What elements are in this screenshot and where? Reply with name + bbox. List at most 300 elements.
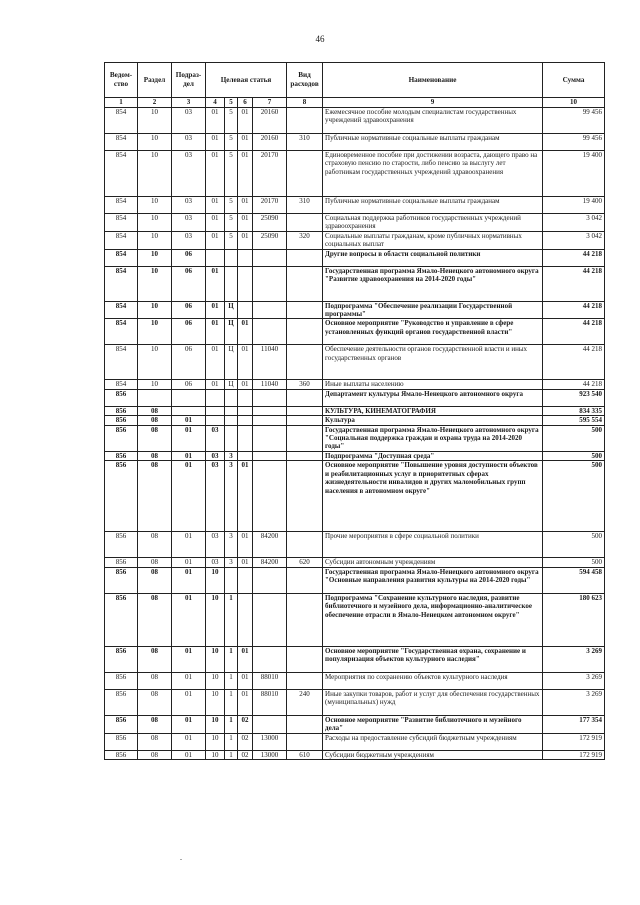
- table-row: [105, 715, 605, 733]
- vedomstvo-cell: 856: [105, 389, 138, 406]
- column-number: 9: [323, 98, 543, 108]
- sum-cell: 44 218: [543, 266, 605, 301]
- program-cell: 10: [206, 733, 225, 750]
- vedomstvo-cell: 856: [105, 689, 138, 715]
- expense-type-cell: 310: [287, 134, 323, 151]
- podrazdel-cell: 01: [172, 672, 206, 689]
- vedomstvo-cell: 854: [105, 266, 138, 301]
- program-cell: [206, 389, 225, 406]
- header-sum: Сумма: [543, 63, 605, 98]
- expense-type-cell: 620: [287, 558, 323, 567]
- vedomstvo-cell: 854: [105, 214, 138, 232]
- razdel-cell: 08: [138, 593, 172, 646]
- razdel-cell: 10: [138, 249, 172, 266]
- vedomstvo-cell: 854: [105, 134, 138, 151]
- sum-cell: 44 218: [543, 319, 605, 345]
- subprogram-cell: [225, 249, 238, 266]
- podrazdel-cell: [172, 389, 206, 406]
- razdel-cell: 10: [138, 231, 172, 249]
- subprogram-cell: 1: [225, 593, 238, 646]
- table-row: [105, 416, 605, 425]
- podrazdel-cell: 01: [172, 715, 206, 733]
- program-cell: 10: [206, 593, 225, 646]
- podrazdel-cell: 03: [172, 108, 206, 134]
- sum-cell: 19 400: [543, 197, 605, 214]
- column-number: 6: [238, 98, 253, 108]
- expense-type-cell: 610: [287, 750, 323, 759]
- subprogram-cell: 5: [225, 108, 238, 134]
- program-cell: 03: [206, 461, 225, 532]
- table-row: [105, 567, 605, 593]
- name-cell: Основное мероприятие "Развитие библиотечного и музейного дела": [323, 715, 543, 733]
- expense-type-cell: [287, 672, 323, 689]
- podrazdel-cell: 01: [172, 593, 206, 646]
- name-cell: Департамент культуры Ямало-Ненецкого автономного округа: [323, 389, 543, 406]
- razdel-cell: 08: [138, 646, 172, 672]
- vedomstvo-cell: 856: [105, 646, 138, 672]
- vedomstvo-cell: 856: [105, 567, 138, 593]
- name-cell: Государственная программа Ямало-Ненецкого автономного округа "Основные направления развития культуры на 2014-2020 годы": [323, 567, 543, 593]
- column-number: 8: [287, 98, 323, 108]
- razdel-cell: 08: [138, 689, 172, 715]
- vedomstvo-cell: 856: [105, 715, 138, 733]
- table-row: [105, 380, 605, 389]
- sum-cell: 44 218: [543, 345, 605, 380]
- expense-type-cell: [287, 151, 323, 197]
- direction-cell: 20160: [253, 134, 287, 151]
- razdel-cell: 08: [138, 425, 172, 451]
- table-row: [105, 672, 605, 689]
- budget-table: [104, 62, 605, 760]
- name-cell: Публичные нормативные социальные выплаты гражданам: [323, 134, 543, 151]
- event-cell: 01: [238, 134, 253, 151]
- expense-type-cell: [287, 416, 323, 425]
- column-number: 2: [138, 98, 172, 108]
- expense-type-cell: [287, 733, 323, 750]
- podrazdel-cell: 06: [172, 266, 206, 301]
- event-cell: [238, 451, 253, 460]
- name-cell: Государственная программа Ямало-Ненецкого автономного округа "Социальная поддержка граждан и охрана труда на 2014-2020 годы": [323, 425, 543, 451]
- event-cell: 02: [238, 733, 253, 750]
- sum-cell: 3 269: [543, 646, 605, 672]
- event-cell: 01: [238, 231, 253, 249]
- header-expense-type: Вид расходов: [287, 63, 323, 98]
- podrazdel-cell: 01: [172, 689, 206, 715]
- subprogram-cell: 5: [225, 197, 238, 214]
- table-row: [105, 451, 605, 460]
- table-row: [105, 249, 605, 266]
- podrazdel-cell: 06: [172, 380, 206, 389]
- subprogram-cell: 3: [225, 461, 238, 532]
- razdel-cell: 10: [138, 266, 172, 301]
- expense-type-cell: 310: [287, 197, 323, 214]
- name-cell: Подпрограмма "Доступная среда": [323, 451, 543, 460]
- sum-cell: 500: [543, 461, 605, 532]
- program-cell: [206, 416, 225, 425]
- expense-type-cell: [287, 301, 323, 319]
- expense-type-cell: [287, 532, 323, 558]
- vedomstvo-cell: 856: [105, 416, 138, 425]
- event-cell: 01: [238, 380, 253, 389]
- event-cell: 01: [238, 646, 253, 672]
- podrazdel-cell: [172, 406, 206, 415]
- name-cell: Подпрограмма "Сохранение культурного наследия, развитие библиотечного и музейного дела, информационно-аналитическое обеспечение отрасли в Ямало-Ненецком автономном округе": [323, 593, 543, 646]
- program-cell: 10: [206, 715, 225, 733]
- name-cell: Публичные нормативные социальные выплаты гражданам: [323, 197, 543, 214]
- event-cell: [238, 425, 253, 451]
- vedomstvo-cell: 856: [105, 406, 138, 415]
- razdel-cell: [138, 389, 172, 406]
- podrazdel-cell: 03: [172, 134, 206, 151]
- table-row: [105, 108, 605, 134]
- expense-type-cell: [287, 319, 323, 345]
- podrazdel-cell: 01: [172, 733, 206, 750]
- table-row: [105, 345, 605, 380]
- program-cell: 03: [206, 532, 225, 558]
- event-cell: 01: [238, 151, 253, 197]
- event-cell: [238, 416, 253, 425]
- podrazdel-cell: 01: [172, 451, 206, 460]
- program-cell: 01: [206, 319, 225, 345]
- podrazdel-cell: 01: [172, 558, 206, 567]
- razdel-cell: 10: [138, 214, 172, 232]
- razdel-cell: 08: [138, 451, 172, 460]
- expense-type-cell: [287, 425, 323, 451]
- subprogram-cell: Ц: [225, 380, 238, 389]
- vedomstvo-cell: 854: [105, 319, 138, 345]
- program-cell: 10: [206, 750, 225, 759]
- direction-cell: [253, 416, 287, 425]
- direction-cell: 84200: [253, 558, 287, 567]
- event-cell: [238, 567, 253, 593]
- direction-cell: [253, 715, 287, 733]
- podrazdel-cell: 01: [172, 646, 206, 672]
- subprogram-cell: Ц: [225, 345, 238, 380]
- expense-type-cell: [287, 715, 323, 733]
- vedomstvo-cell: 854: [105, 151, 138, 197]
- sum-cell: 19 400: [543, 151, 605, 197]
- program-cell: 10: [206, 689, 225, 715]
- sum-cell: 172 919: [543, 750, 605, 759]
- vedomstvo-cell: 854: [105, 345, 138, 380]
- direction-cell: [253, 646, 287, 672]
- direction-cell: 13000: [253, 750, 287, 759]
- sum-cell: 3 269: [543, 689, 605, 715]
- event-cell: 01: [238, 108, 253, 134]
- program-cell: 03: [206, 558, 225, 567]
- podrazdel-cell: 01: [172, 750, 206, 759]
- direction-cell: 20170: [253, 197, 287, 214]
- direction-cell: [253, 319, 287, 345]
- program-cell: [206, 406, 225, 415]
- event-cell: 01: [238, 558, 253, 567]
- razdel-cell: 10: [138, 380, 172, 389]
- program-cell: 01: [206, 266, 225, 301]
- direction-cell: 84200: [253, 532, 287, 558]
- table-body: [105, 108, 605, 760]
- column-number-row: [105, 98, 605, 108]
- sum-cell: 172 919: [543, 733, 605, 750]
- page-number: 46: [315, 34, 325, 44]
- event-cell: [238, 249, 253, 266]
- vedomstvo-cell: 854: [105, 231, 138, 249]
- vedomstvo-cell: 854: [105, 380, 138, 389]
- column-number: 4: [206, 98, 225, 108]
- razdel-cell: 08: [138, 416, 172, 425]
- subprogram-cell: 1: [225, 715, 238, 733]
- event-cell: 01: [238, 319, 253, 345]
- table-row: [105, 750, 605, 759]
- column-number: 5: [225, 98, 238, 108]
- name-cell: Иные выплаты населению: [323, 380, 543, 389]
- table-row: [105, 197, 605, 214]
- direction-cell: 88010: [253, 689, 287, 715]
- razdel-cell: 10: [138, 319, 172, 345]
- podrazdel-cell: 01: [172, 567, 206, 593]
- podrazdel-cell: 03: [172, 214, 206, 232]
- razdel-cell: 10: [138, 108, 172, 134]
- subprogram-cell: 3: [225, 532, 238, 558]
- direction-cell: [253, 389, 287, 406]
- sum-cell: 3 042: [543, 214, 605, 232]
- sum-cell: 594 458: [543, 567, 605, 593]
- name-cell: Культура: [323, 416, 543, 425]
- direction-cell: 25090: [253, 231, 287, 249]
- event-cell: 01: [238, 214, 253, 232]
- direction-cell: 20170: [253, 151, 287, 197]
- column-number: 10: [543, 98, 605, 108]
- subprogram-cell: 5: [225, 134, 238, 151]
- razdel-cell: 08: [138, 567, 172, 593]
- expense-type-cell: [287, 108, 323, 134]
- sum-cell: 923 540: [543, 389, 605, 406]
- subprogram-cell: 1: [225, 689, 238, 715]
- event-cell: 02: [238, 715, 253, 733]
- event-cell: 02: [238, 750, 253, 759]
- direction-cell: [253, 425, 287, 451]
- program-cell: 03: [206, 425, 225, 451]
- vedomstvo-cell: 854: [105, 249, 138, 266]
- razdel-cell: 10: [138, 197, 172, 214]
- event-cell: [238, 593, 253, 646]
- name-cell: Другие вопросы в области социальной политики: [323, 249, 543, 266]
- program-cell: 01: [206, 134, 225, 151]
- sum-cell: 500: [543, 558, 605, 567]
- subprogram-cell: 1: [225, 672, 238, 689]
- sum-cell: 500: [543, 532, 605, 558]
- column-number: 1: [105, 98, 138, 108]
- razdel-cell: 10: [138, 301, 172, 319]
- podrazdel-cell: 03: [172, 151, 206, 197]
- table-row: [105, 266, 605, 301]
- event-cell: 01: [238, 345, 253, 380]
- podrazdel-cell: 03: [172, 231, 206, 249]
- name-cell: Ежемесячное пособие молодым специалистам государственных учреждений здравоохранения: [323, 108, 543, 134]
- expense-type-cell: 320: [287, 231, 323, 249]
- direction-cell: 20160: [253, 108, 287, 134]
- sum-cell: 500: [543, 451, 605, 460]
- sum-cell: 3 042: [543, 231, 605, 249]
- name-cell: Субсидии бюджетным учреждениям: [323, 750, 543, 759]
- sum-cell: 44 218: [543, 301, 605, 319]
- table-row: [105, 558, 605, 567]
- subprogram-cell: [225, 406, 238, 415]
- direction-cell: [253, 567, 287, 593]
- expense-type-cell: [287, 646, 323, 672]
- direction-cell: [253, 461, 287, 532]
- vedomstvo-cell: 856: [105, 672, 138, 689]
- name-cell: Социальные выплаты гражданам, кроме публичных нормативных социальных выплат: [323, 231, 543, 249]
- expense-type-cell: [287, 214, 323, 232]
- direction-cell: 13000: [253, 733, 287, 750]
- podrazdel-cell: 06: [172, 345, 206, 380]
- razdel-cell: 08: [138, 532, 172, 558]
- direction-cell: [253, 593, 287, 646]
- table-row: [105, 134, 605, 151]
- direction-cell: 11040: [253, 380, 287, 389]
- direction-cell: [253, 266, 287, 301]
- name-cell: Основное мероприятие "Повышение уровня доступности объектов и реабилитационных услуг в приоритетных сферах жизнедеятельности инвалидов и других маломобильных групп населения в автономном округе": [323, 461, 543, 532]
- vedomstvo-cell: 856: [105, 750, 138, 759]
- vedomstvo-cell: 856: [105, 532, 138, 558]
- vedomstvo-cell: 854: [105, 301, 138, 319]
- table-row: [105, 593, 605, 646]
- direction-cell: 88010: [253, 672, 287, 689]
- podrazdel-cell: 06: [172, 319, 206, 345]
- expense-type-cell: [287, 345, 323, 380]
- razdel-cell: 08: [138, 558, 172, 567]
- razdel-cell: 08: [138, 733, 172, 750]
- sum-cell: 44 218: [543, 249, 605, 266]
- table-row: [105, 389, 605, 406]
- program-cell: 01: [206, 380, 225, 389]
- program-cell: 01: [206, 151, 225, 197]
- program-cell: 10: [206, 672, 225, 689]
- sum-cell: 180 623: [543, 593, 605, 646]
- expense-type-cell: [287, 266, 323, 301]
- name-cell: Основное мероприятие "Руководство и управление в сфере установленных функций органов государственной власти": [323, 319, 543, 345]
- expense-type-cell: [287, 406, 323, 415]
- program-cell: 01: [206, 231, 225, 249]
- name-cell: Государственная программа Ямало-Ненецкого автономного округа "Развитие здравоохранения на 2014-2020 годы": [323, 266, 543, 301]
- program-cell: 01: [206, 108, 225, 134]
- podrazdel-cell: 06: [172, 249, 206, 266]
- sum-cell: 500: [543, 425, 605, 451]
- table-row: [105, 461, 605, 532]
- header-name: Наименование: [323, 63, 543, 98]
- subprogram-cell: 5: [225, 214, 238, 232]
- direction-cell: [253, 451, 287, 460]
- event-cell: [238, 389, 253, 406]
- expense-type-cell: [287, 461, 323, 532]
- subprogram-cell: 1: [225, 733, 238, 750]
- table-row: [105, 425, 605, 451]
- sum-cell: 44 218: [543, 380, 605, 389]
- name-cell: Мероприятия по сохранению объектов культурного наследия: [323, 672, 543, 689]
- subprogram-cell: [225, 416, 238, 425]
- name-cell: Обеспечение деятельности органов государственной власти и иных государственных органов: [323, 345, 543, 380]
- razdel-cell: 08: [138, 750, 172, 759]
- subprogram-cell: 1: [225, 646, 238, 672]
- razdel-cell: 08: [138, 715, 172, 733]
- column-number: 3: [172, 98, 206, 108]
- subprogram-cell: 3: [225, 558, 238, 567]
- column-number: 7: [253, 98, 287, 108]
- name-cell: Социальная поддержка работников государственных учреждений здравоохранения: [323, 214, 543, 232]
- sum-cell: 3 269: [543, 672, 605, 689]
- table-row: [105, 151, 605, 197]
- event-cell: 01: [238, 197, 253, 214]
- event-cell: 01: [238, 532, 253, 558]
- podrazdel-cell: 01: [172, 461, 206, 532]
- expense-type-cell: [287, 249, 323, 266]
- sum-cell: 834 335: [543, 406, 605, 415]
- vedomstvo-cell: 856: [105, 451, 138, 460]
- sum-cell: 595 554: [543, 416, 605, 425]
- razdel-cell: 08: [138, 672, 172, 689]
- subprogram-cell: [225, 266, 238, 301]
- table-row: [105, 733, 605, 750]
- event-cell: 01: [238, 461, 253, 532]
- direction-cell: [253, 406, 287, 415]
- program-cell: 03: [206, 451, 225, 460]
- table-row: [105, 646, 605, 672]
- expense-type-cell: 360: [287, 380, 323, 389]
- name-cell: Расходы на предоставление субсидий бюджетным учреждениям: [323, 733, 543, 750]
- razdel-cell: 10: [138, 151, 172, 197]
- name-cell: Иные закупки товаров, работ и услуг для обеспечения государственных (муниципальных) нужд: [323, 689, 543, 715]
- vedomstvo-cell: 854: [105, 108, 138, 134]
- table-row: [105, 214, 605, 232]
- program-cell: 10: [206, 646, 225, 672]
- table-row: [105, 689, 605, 715]
- sum-cell: 99 456: [543, 134, 605, 151]
- razdel-cell: 08: [138, 406, 172, 415]
- table-row: [105, 231, 605, 249]
- podrazdel-cell: 06: [172, 301, 206, 319]
- vedomstvo-cell: 856: [105, 593, 138, 646]
- header-vedomstvo: Ведом-ство: [105, 63, 138, 98]
- vedomstvo-cell: 854: [105, 197, 138, 214]
- expense-type-cell: 240: [287, 689, 323, 715]
- razdel-cell: 08: [138, 461, 172, 532]
- header-row: [105, 63, 605, 98]
- vedomstvo-cell: 856: [105, 425, 138, 451]
- header-razdel: Раздел: [138, 63, 172, 98]
- event-cell: [238, 266, 253, 301]
- subprogram-cell: Ц: [225, 319, 238, 345]
- program-cell: 10: [206, 567, 225, 593]
- table-row: [105, 301, 605, 319]
- direction-cell: [253, 301, 287, 319]
- subprogram-cell: [225, 389, 238, 406]
- table-row: [105, 532, 605, 558]
- event-cell: 01: [238, 672, 253, 689]
- program-cell: 01: [206, 197, 225, 214]
- subprogram-cell: [225, 567, 238, 593]
- expense-type-cell: [287, 593, 323, 646]
- subprogram-cell: 5: [225, 231, 238, 249]
- program-cell: 01: [206, 301, 225, 319]
- program-cell: [206, 249, 225, 266]
- vedomstvo-cell: 856: [105, 733, 138, 750]
- footer-mark: .: [180, 853, 182, 862]
- razdel-cell: 10: [138, 134, 172, 151]
- subprogram-cell: 5: [225, 151, 238, 197]
- subprogram-cell: 1: [225, 750, 238, 759]
- podrazdel-cell: 01: [172, 416, 206, 425]
- direction-cell: 25090: [253, 214, 287, 232]
